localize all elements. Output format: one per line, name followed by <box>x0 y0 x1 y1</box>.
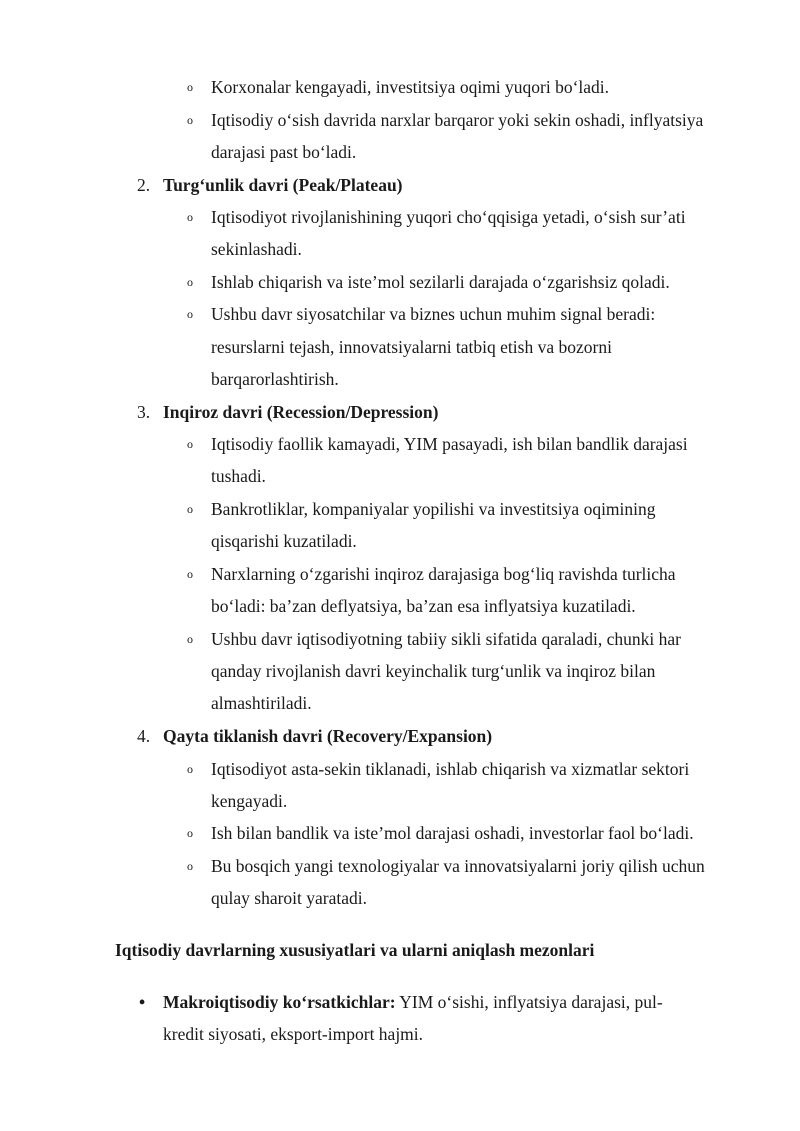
criteria-line: kredit siyosati, eksport-import hajmi. <box>163 1024 424 1044</box>
phase-title: Turg‘unlik davri (Peak/Plateau) <box>163 175 403 195</box>
list-item-line: Ish bilan bandlik va iste’mol darajasi oshadi, investorlar faol bo‘ladi. <box>211 823 694 843</box>
sub-bullet-marker: o <box>187 762 193 776</box>
criteria-line <box>163 991 663 1013</box>
sub-bullet-marker: o <box>187 502 193 516</box>
phase-number: 3. <box>137 402 151 422</box>
criteria-label: Makroiqtisodiy ko‘rsatkichlar: <box>163 992 396 1012</box>
sub-bullet-marker: o <box>187 859 193 873</box>
phase-number: 4. <box>137 726 151 746</box>
list-item-line: Ushbu davr iqtisodiyotning tabiiy sikli sifatida qaraladi, chunki har <box>211 629 681 649</box>
list-item-line: almashtiriladi. <box>211 693 312 713</box>
list-item-line: sekinlashadi. <box>211 239 302 259</box>
list-item-line: kengayadi. <box>211 791 288 811</box>
sub-bullet-marker: o <box>187 437 193 451</box>
list-item-line: qisqarishi kuzatiladi. <box>211 531 357 551</box>
list-item-line: Iqtisodiy o‘sish davrida narxlar barqaror yoki sekin oshadi, inflyatsiya <box>211 110 704 130</box>
list-item-line: tushadi. <box>211 466 266 486</box>
bullet-marker: • <box>139 992 146 1012</box>
sub-bullet-marker: o <box>187 632 193 646</box>
sub-bullet-marker: o <box>187 567 193 581</box>
list-item-line: Iqtisodiyot asta-sekin tiklanadi, ishlab chiqarish va xizmatlar sektori <box>211 759 690 779</box>
sub-bullet-marker: o <box>187 307 193 321</box>
sub-bullet-marker: o <box>187 210 193 224</box>
list-item-line: Iqtisodiy faollik kamayadi, YIM pasayadi, ish bilan bandlik darajasi <box>211 434 688 454</box>
sub-bullet-marker: o <box>187 113 193 127</box>
list-item-line: Ushbu davr siyosatchilar va biznes uchun muhim signal beradi: <box>211 304 656 324</box>
list-item-line: Iqtisodiyot rivojlanishining yuqori cho‘qqisiga yetadi, o‘sish sur’ati <box>211 207 686 227</box>
phase-title: Qayta tiklanish davri (Recovery/Expansion) <box>163 726 493 746</box>
list-item-line: bo‘ladi: ba’zan deflyatsiya, ba’zan esa inflyatsiya kuzatiladi. <box>211 596 636 616</box>
list-item-line: Korxonalar kengayadi, investitsiya oqimi yuqori bo‘ladi. <box>211 77 610 97</box>
list-item-line: qanday rivojlanish davri keyinchalik turg‘unlik va inqiroz bilan <box>211 661 656 681</box>
list-item-line: qulay sharoit yaratadi. <box>211 888 367 908</box>
sub-bullet-marker: o <box>187 275 193 289</box>
section-heading: Iqtisodiy davrlarning xususiyatlari va ularni aniqlash mezonlari <box>115 940 595 960</box>
list-item-line: resurslarni tejash, innovatsiyalarni tatbiq etish va bozorni <box>211 337 612 357</box>
list-item-line: darajasi past bo‘ladi. <box>211 142 357 162</box>
list-item-line: Narxlarning o‘zgarishi inqiroz darajasiga bog‘liq ravishda turlicha <box>211 564 676 584</box>
list-item-line: barqarorlashtirish. <box>211 369 339 389</box>
criteria-text: YIM o‘sishi, inflyatsiya darajasi, pul- <box>395 992 663 1012</box>
list-item-line: Bu bosqich yangi texnologiyalar va innovatsiyalarni joriy qilish uchun <box>211 856 705 876</box>
phase-number: 2. <box>137 175 151 195</box>
phase-title: Inqiroz davri (Recession/Depression) <box>163 402 439 422</box>
list-item-line: Bankrotliklar, kompaniyalar yopilishi va investitsiya oqimining <box>211 499 656 519</box>
sub-bullet-marker: o <box>187 826 193 840</box>
sub-bullet-marker: o <box>187 80 193 94</box>
list-item-line: Ishlab chiqarish va iste’mol sezilarli darajada o‘zgarishsiz qoladi. <box>211 272 670 292</box>
